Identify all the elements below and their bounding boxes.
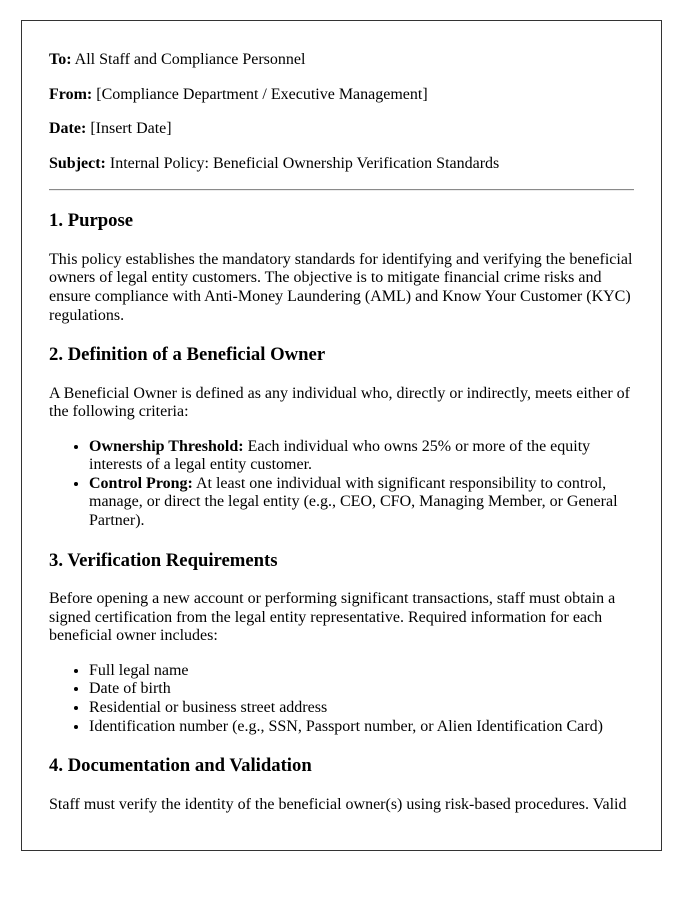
section-4-paragraph: Staff must verify the identity of the beneficial owner(s) using risk-based procedures. Valid: [49, 795, 627, 813]
memo-subject-label: Subject:: [49, 154, 106, 172]
bullet-lead: Control Prong:: [89, 474, 193, 492]
memo-subject-line: [49, 155, 634, 174]
bullet-lead: Ownership Threshold:: [89, 437, 244, 455]
section-2-bullet-list: [49, 438, 634, 531]
document-page: [21, 20, 662, 851]
memo-date-line: [49, 120, 634, 139]
section-4-heading: 4. Documentation and Validation: [49, 755, 312, 777]
memo-to-value: All Staff and Compliance Personnel: [74, 51, 306, 68]
memo-subject-value: Internal Policy: Beneficial Ownership Verification Standards: [109, 154, 500, 172]
section-2-heading: 2. Definition of a Beneficial Owner: [49, 344, 326, 366]
memo-to-line: [49, 51, 634, 70]
memo-to-label: To:: [49, 51, 72, 68]
memo-date-label: Date:: [49, 120, 87, 138]
memo-from-line: [49, 86, 634, 105]
memo-from-label: From:: [49, 85, 93, 103]
section-3-heading: 3. Verification Requirements: [49, 549, 278, 571]
list-item: • Identification number (e.g., SSN, Passport number, or Alien Identification Card): [89, 718, 634, 737]
header-divider: [49, 189, 634, 191]
list-item: [89, 475, 634, 531]
list-item: [89, 438, 634, 475]
memo-from-value: [Compliance Department / Executive Management]: [96, 85, 428, 103]
list-item: • Residential or business street address: [89, 699, 634, 718]
section-2-paragraph: A Beneficial Owner is defined as any individual who, directly or indirectly, meets either of the following criteria:: [49, 384, 631, 421]
list-item: • Date of birth: [89, 680, 634, 699]
section-1-paragraph: This policy establishes the mandatory standards for identifying and verifying the beneficial owners of legal entity customers. The objective is to mitigate financial crime risks and ensure compliance with Anti-Money Laundering (AML) and Know Your Customer (KYC) regulations.: [49, 250, 633, 324]
section-1-heading: 1. Purpose: [49, 210, 134, 232]
bullet-text: Each individual who owns 25% or more of the equity interests of a legal entity customer.: [89, 437, 591, 474]
list-item: • Full legal name: [89, 662, 634, 681]
section-3-paragraph: Before opening a new account or performing significant transactions, staff must obtain a signed certification from the legal entity representative. Required information for each beneficial owner includes:: [49, 590, 616, 645]
memo-date-value: [Insert Date]: [90, 120, 172, 138]
document-viewport: [21, 20, 662, 813]
bullet-text: At least one individual with significant responsibility to control, manage, or direct the legal entity (e.g., CEO, CFO, Managing Member, or General Partner).: [89, 474, 618, 530]
section-3-bullet-list: [49, 662, 634, 736]
